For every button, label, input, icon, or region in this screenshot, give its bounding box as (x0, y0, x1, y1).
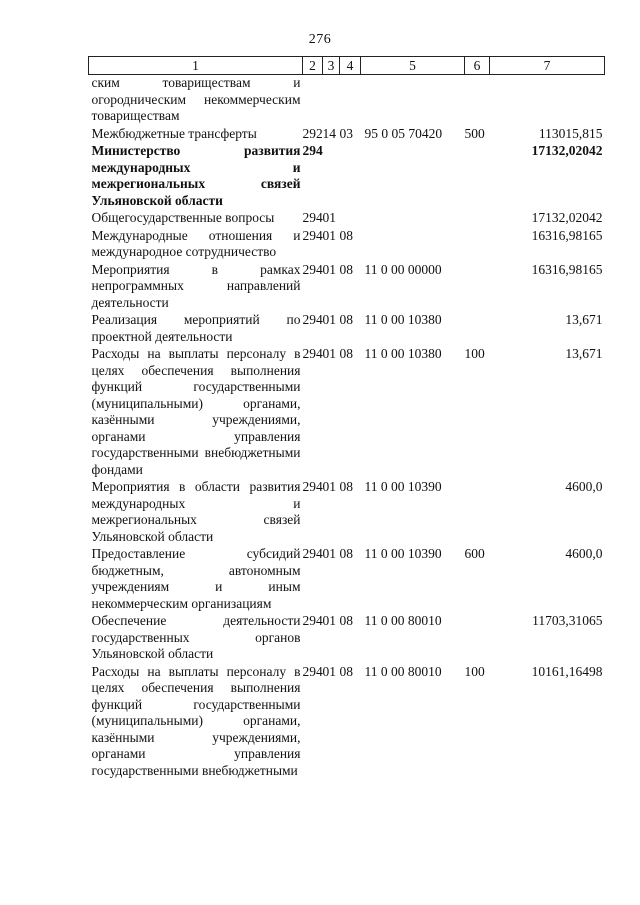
row-pr-cell (340, 75, 361, 126)
table-row (89, 228, 605, 262)
row-sum-cell: 10161,16498 (531, 663, 603, 679)
row-gr-cell: 294 (302, 261, 323, 277)
row-name-cell: Расходы на выплаты персоналу в целях обеспечения выполнения функций государственными (муниципальными) органами, казёнными учреждениями, органами управления государственными внебюджетными (91, 663, 301, 778)
row-vr-cell: 600 (464, 546, 485, 561)
row-csr-cell: 95 0 05 70420 (364, 125, 443, 141)
table-row (89, 346, 605, 479)
row-sum-cell: 16316,98165 (531, 227, 603, 243)
row-gr-cell: 294 (302, 479, 323, 494)
row-csr-cell (361, 143, 465, 210)
row-gr-cell: 294 (302, 143, 323, 158)
row-pr-cell: 08 (339, 346, 353, 361)
column-header: 7 (490, 57, 605, 75)
row-sum-cell: 13,671 (565, 312, 603, 327)
column-header: 6 (465, 57, 490, 75)
row-rz-cell (323, 75, 340, 126)
row-gr-cell: 294 (302, 346, 323, 361)
row-gr-cell: 294 (302, 227, 323, 243)
table-row (89, 75, 605, 126)
row-rz-cell: 01 (322, 546, 336, 561)
budget-table (88, 56, 605, 780)
row-gr-cell: 294 (302, 613, 323, 628)
row-rz-cell: 14 (322, 125, 336, 141)
row-name-cell: Расходы на выплаты персоналу в целях обеспечения выполнения функций государственными (муниципальными) органами, казёнными учреждениями, органами управления государственными внебюджетными фондами (91, 346, 301, 477)
table-row (89, 262, 605, 313)
row-sum-cell: 17132,02042 (531, 210, 603, 225)
row-pr-cell: 08 (339, 261, 353, 277)
row-name-cell: Международные отношения и международное сотрудничество (91, 227, 301, 259)
row-name-cell: Мероприятия в рамках непрограммных направлений деятельности (91, 261, 301, 310)
row-rz-cell: 01 (322, 210, 336, 225)
table-row (89, 210, 605, 228)
row-sum-cell: 13,671 (565, 346, 603, 361)
row-rz-cell: 01 (322, 261, 336, 277)
row-sum-cell: 113015,815 (538, 125, 603, 141)
table-row (89, 312, 605, 346)
row-vr-cell (465, 143, 490, 210)
row-rz-cell: 01 (322, 663, 336, 679)
row-rz-cell: 01 (322, 312, 336, 327)
row-name-cell: Обеспечение деятельности государственных органов Ульяновской области (91, 613, 301, 661)
row-csr-cell (361, 228, 465, 262)
column-header: 1 (89, 57, 303, 75)
table-row (89, 546, 605, 613)
row-csr-cell: 11 0 00 00000 (364, 261, 442, 277)
row-gr-cell: 294 (302, 663, 323, 679)
row-name-cell: Межбюджетные трансферты (91, 125, 257, 141)
column-header: 5 (361, 57, 465, 75)
row-vr-cell (465, 262, 490, 313)
row-name-cell: Реализация мероприятий по проектной деятельности (91, 312, 301, 344)
table-body (89, 75, 605, 781)
column-header: 4 (340, 57, 361, 75)
column-header: 2 (303, 57, 323, 75)
row-sum-cell: 4600,0 (565, 546, 603, 561)
row-pr-cell: 03 (339, 125, 353, 141)
page-number: 276 (308, 32, 332, 47)
row-name-cell: Мероприятия в области развития международных и межрегиональных связей Ульяновской области (91, 479, 301, 544)
row-vr-cell (465, 210, 490, 228)
row-csr-cell (361, 210, 465, 228)
row-sum-cell (490, 75, 605, 126)
row-name-cell: ским товариществам и огородническим некоммерческим товариществам (91, 75, 301, 123)
column-header: 3 (323, 57, 340, 75)
row-gr-cell: 292 (302, 125, 323, 141)
row-sum-cell: 16316,98165 (531, 261, 603, 277)
row-vr-cell: 500 (464, 125, 485, 141)
row-rz-cell: 01 (322, 346, 336, 361)
table-row (89, 664, 605, 781)
row-gr-cell: 294 (302, 210, 323, 225)
row-pr-cell (340, 210, 361, 228)
row-pr-cell: 08 (339, 546, 353, 561)
row-sum-cell: 17132,02042 (531, 143, 603, 158)
row-rz-cell: 01 (322, 613, 336, 628)
row-vr-cell (465, 613, 490, 664)
row-rz-cell: 01 (322, 479, 336, 494)
row-pr-cell (340, 143, 361, 210)
row-csr-cell: 11 0 00 80010 (364, 613, 442, 628)
table-row (89, 479, 605, 546)
table-row (89, 126, 605, 144)
row-pr-cell: 08 (339, 479, 353, 494)
row-csr-cell: 11 0 00 10380 (364, 346, 442, 361)
row-name-cell: Министерство развития международных и межрегиональных связей Ульяновской области (91, 143, 301, 208)
row-pr-cell: 08 (339, 663, 353, 679)
row-vr-cell (465, 228, 490, 262)
row-csr-cell (361, 75, 465, 126)
table-header (89, 57, 605, 75)
row-pr-cell: 08 (339, 613, 353, 628)
row-rz-cell (323, 143, 340, 210)
row-vr-cell (465, 75, 490, 126)
header-row (89, 57, 605, 75)
row-vr-cell (465, 312, 490, 346)
row-gr-cell (303, 75, 323, 126)
row-vr-cell: 100 (464, 346, 485, 361)
row-vr-cell: 100 (464, 663, 485, 679)
row-csr-cell: 11 0 00 10390 (364, 479, 442, 494)
row-csr-cell: 11 0 00 80010 (364, 663, 442, 679)
table-row (89, 143, 605, 210)
row-gr-cell: 294 (302, 546, 323, 561)
row-sum-cell: 11703,31065 (532, 613, 603, 628)
row-name-cell: Общегосударственные вопросы (91, 210, 275, 225)
row-pr-cell: 08 (339, 227, 353, 243)
row-gr-cell: 294 (302, 312, 323, 327)
row-vr-cell (465, 479, 490, 546)
row-sum-cell: 4600,0 (565, 479, 603, 494)
row-csr-cell: 11 0 00 10380 (364, 312, 442, 327)
row-csr-cell: 11 0 00 10390 (364, 546, 442, 561)
row-name-cell: Предоставление субсидий бюджетным, автономным учреждениям и иным некоммерческим организациям (91, 546, 301, 611)
row-pr-cell: 08 (339, 312, 353, 327)
row-rz-cell: 01 (322, 227, 336, 243)
table-row (89, 613, 605, 664)
